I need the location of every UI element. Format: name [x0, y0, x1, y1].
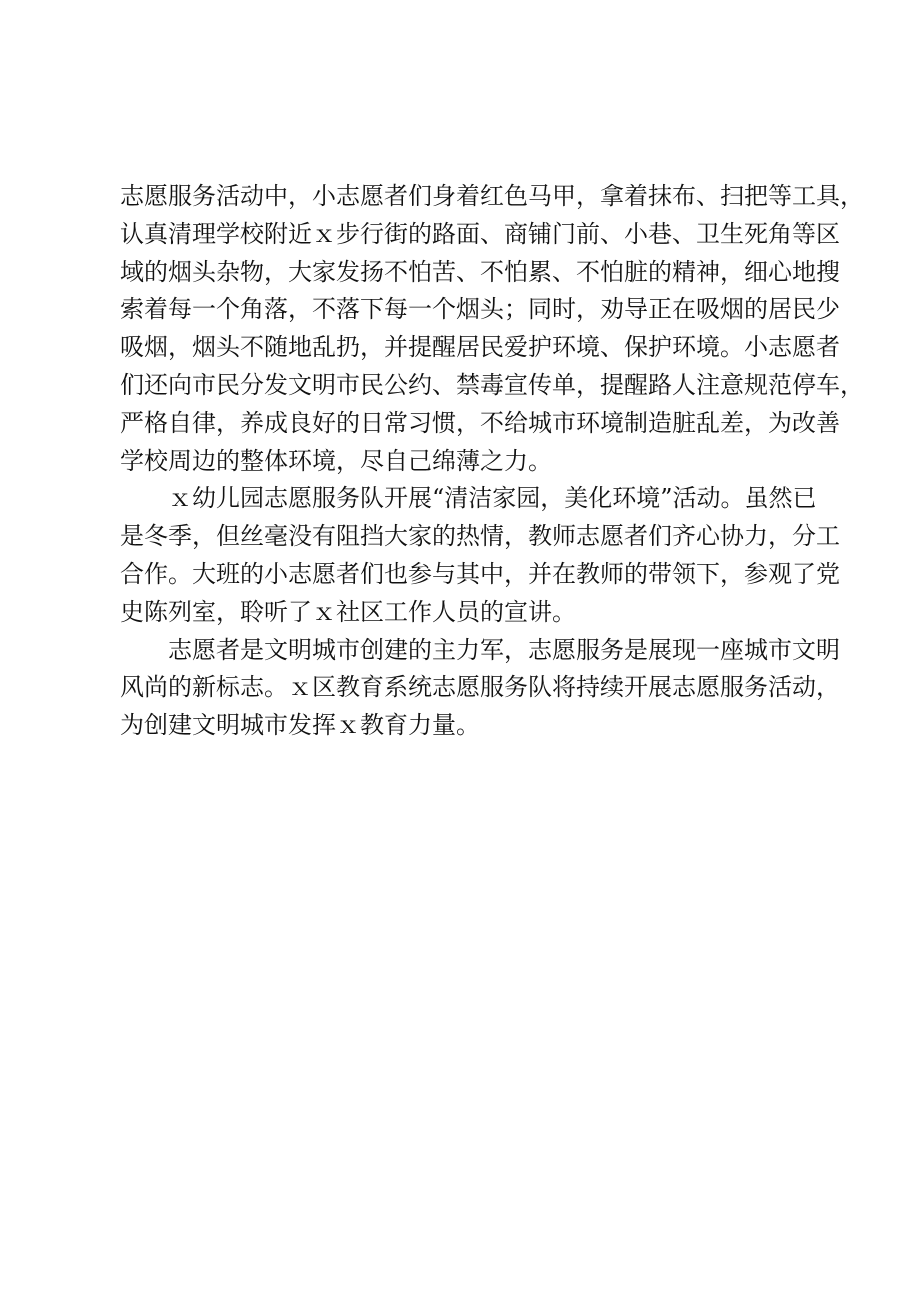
- text-line: 索着每一个角落，不落下每一个烟头；同时，劝导正在吸烟的居民少: [120, 295, 840, 324]
- text-line: 学校周边的整体环境，尽自己绵薄之力。: [120, 446, 552, 475]
- text-line: ｘ幼儿园志愿服务队开展“清洁家园，美化环境”活动。虽然已: [168, 484, 817, 513]
- document-body: [120, 178, 864, 745]
- paragraph-volunteer-cleanup: [120, 178, 864, 480]
- text-line: 域的烟头杂物，大家发扬不怕苦、不怕累、不怕脏的精神，细心地搜: [120, 257, 840, 286]
- text-line: 认真清理学校附近ｘ步行街的路面、商铺门前、小巷、卫生死角等区: [120, 219, 840, 248]
- text-line: 吸烟，烟头不随地乱扔，并提醒居民爱护环境、保护环境。小志愿者: [120, 333, 840, 362]
- text-line: 史陈列室，聆听了ｘ社区工作人员的宣讲。: [120, 597, 576, 626]
- text-line: 为创建文明城市发挥ｘ教育力量。: [120, 711, 480, 740]
- text-line: 风尚的新标志。ｘ区教育系统志愿服务队将持续开展志愿服务活动，: [120, 673, 840, 702]
- text-line: 志愿者是文明城市创建的主力军，志愿服务是展现一座城市文明: [168, 635, 840, 664]
- text-line: 们还向市民分发文明市民公约、禁毒宣传单，提醒路人注意规范停车，: [120, 370, 864, 399]
- text-line: 是冬季，但丝毫没有阻挡大家的热情，教师志愿者们齐心协力，分工: [120, 522, 840, 551]
- paragraph-kindergarten-activity: [120, 480, 840, 631]
- text-line: 志愿服务活动中，小志愿者们身着红色马甲，拿着抹布、扫把等工具，: [120, 182, 864, 210]
- text-line: 合作。大班的小志愿者们也参与其中，并在教师的带领下，参观了党: [120, 559, 840, 588]
- text-line: 严格自律，养成良好的日常习惯，不给城市环境制造脏乱差，为改善: [120, 408, 840, 437]
- paragraph-conclusion: [120, 632, 840, 745]
